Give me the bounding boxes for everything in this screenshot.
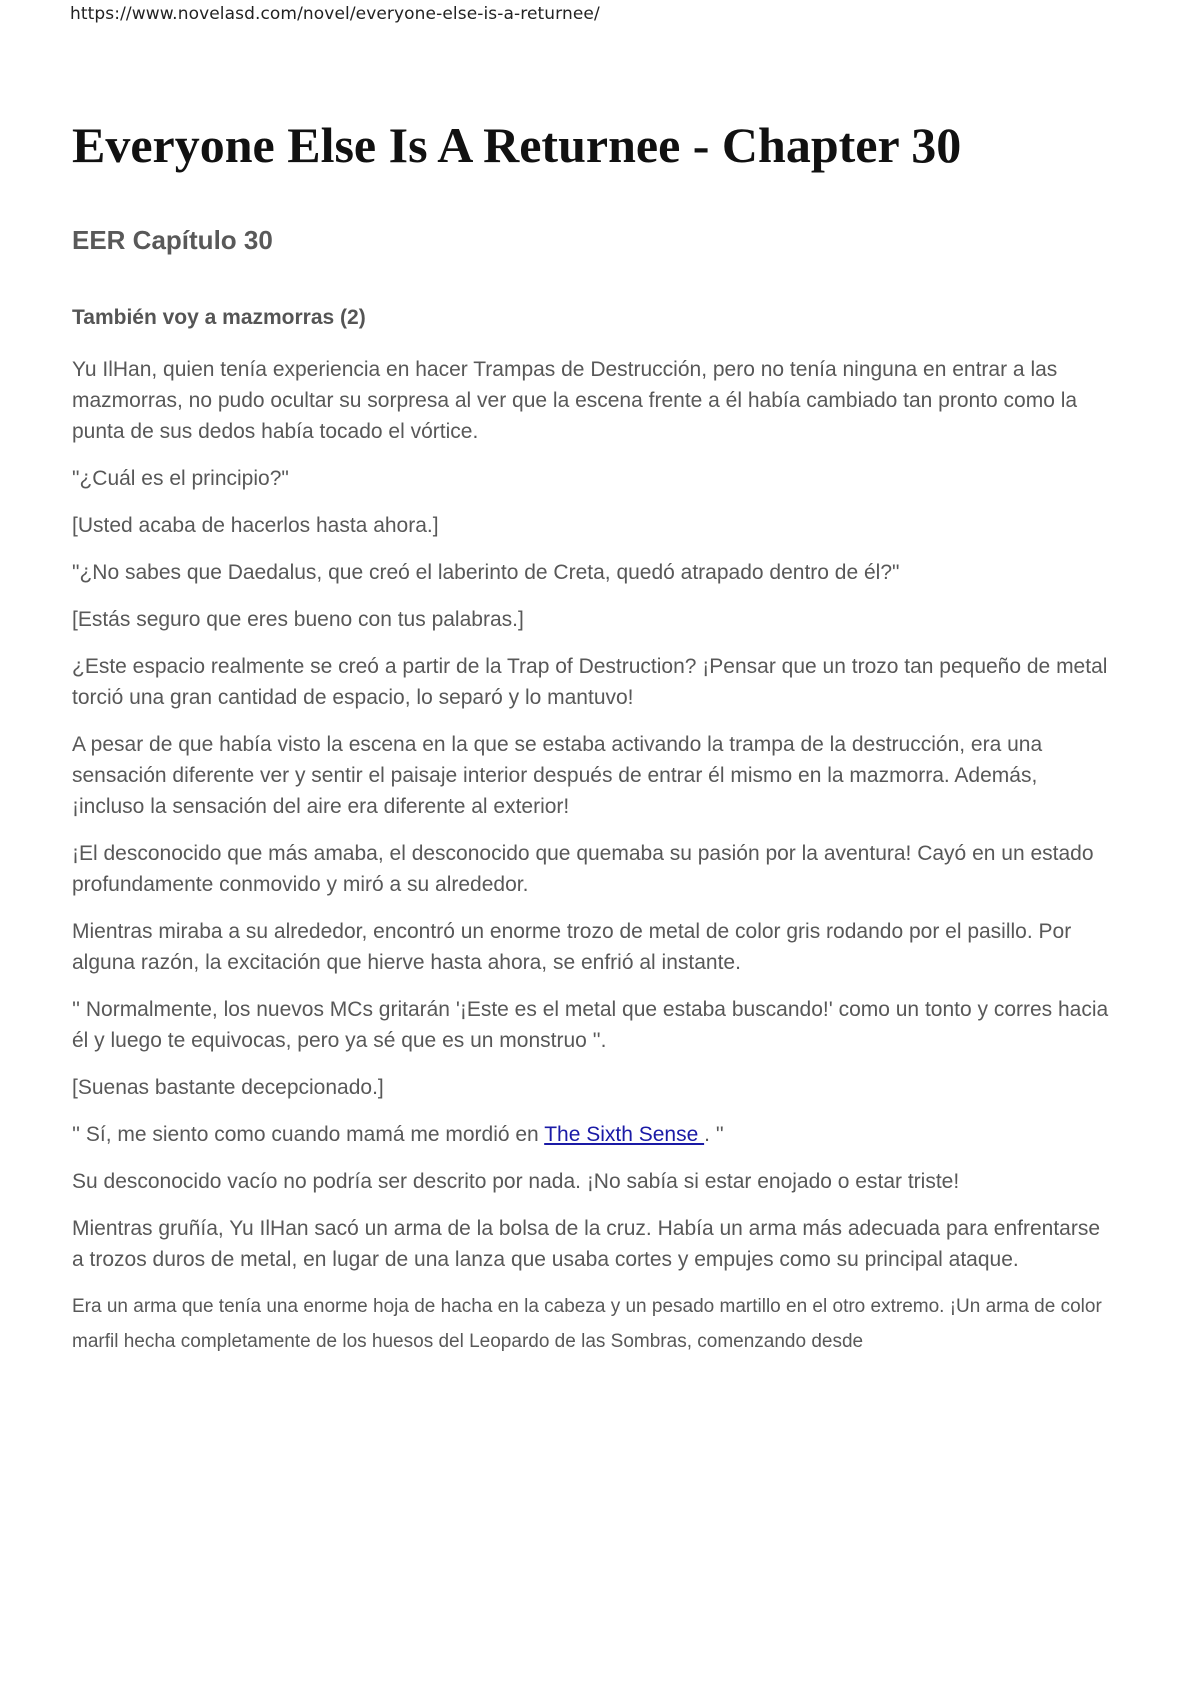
paragraph: ¿Este espacio realmente se creó a partir de la Trap of Destruction? ¡Pensar que un trozo tan pequeño de metal torció una gran cantidad de espacio, lo separó y lo mantuvo! (72, 655, 1108, 709)
chapter-body (72, 354, 1112, 1375)
paragraph: Yu IlHan, quien tenía experiencia en hacer Trampas de Destrucción, pero no tenía ninguna en entrar a las mazmorras, no pudo ocultar su sorpresa al ver que la escena frente a él había cambiado tan pronto como la punta de sus dedos había tocado el vórtice. (72, 358, 1078, 443)
chapter-subtitle: EER Capítulo 30 (72, 225, 273, 255)
paragraph: Mientras gruñía, Yu IlHan sacó un arma de la bolsa de la cruz. Había un arma más adecuada para enfrentarse a trozos duros de metal, en lugar de una lanza que usaba cortes y empujes como su principal ataque. (72, 1217, 1101, 1271)
paragraph: ¡El desconocido que más amaba, el desconocido que quemaba su pasión por la aventura! Cayó en un estado profundamente conmovido y miró a su alrededor. (72, 842, 1094, 896)
link-paragraph-after: . '' (704, 1123, 724, 1146)
paragraph: [Estás seguro que eres bueno con tus palabras.] (72, 608, 524, 631)
paragraph: A pesar de que había visto la escena en la que se estaba activando la trampa de la destrucción, era una sensación diferente ver y sentir el paisaje interior después de entrar él mismo en la mazmorra. Además, ¡incluso la sensación del aire era diferente al exterior! (72, 733, 1043, 818)
paragraph: [Usted acaba de hacerlos hasta ahora.] (72, 514, 439, 537)
paragraph: "¿Cuál es el principio?" (72, 467, 289, 490)
paragraph: "¿No sabes que Daedalus, que creó el laberinto de Creta, quedó atrapado dentro de él?" (72, 561, 900, 584)
paragraph: Su desconocido vacío no podría ser descrito por nada. ¡No sabía si estar enojado o estar triste! (72, 1170, 960, 1193)
section-heading: También voy a mazmorras (2) (72, 306, 366, 329)
page-title: Everyone Else Is A Returnee - Chapter 30 (72, 117, 962, 173)
final-paragraph: Era un arma que tenía una enorme hoja de hacha en la cabeza y un pesado martillo en el otro extremo. ¡Un arma de color marfil hecha completamente de los huesos del Leopardo de las Sombras, comenzando desde (72, 1296, 1102, 1352)
page-url: https://www.novelasd.com/novel/everyone-else-is-a-returnee/ (70, 4, 600, 24)
paragraph: [Suenas bastante decepcionado.] (72, 1076, 384, 1099)
link-paragraph (72, 1119, 1112, 1150)
sixth-sense-link[interactable]: The Sixth Sense (544, 1123, 705, 1146)
paragraph: '' Normalmente, los nuevos MCs gritarán '¡Este es el metal que estaba buscando!' como un tonto y corres hacia él y luego te equivocas, pero ya sé que es un monstruo ''. (72, 998, 1109, 1052)
paragraph: Mientras miraba a su alrededor, encontró un enorme trozo de metal de color gris rodando por el pasillo. Por alguna razón, la excitación que hierve hasta ahora, se enfrió al instante. (72, 920, 1072, 974)
link-paragraph-before: '' Sí, me siento como cuando mamá me mordió en (72, 1123, 545, 1146)
